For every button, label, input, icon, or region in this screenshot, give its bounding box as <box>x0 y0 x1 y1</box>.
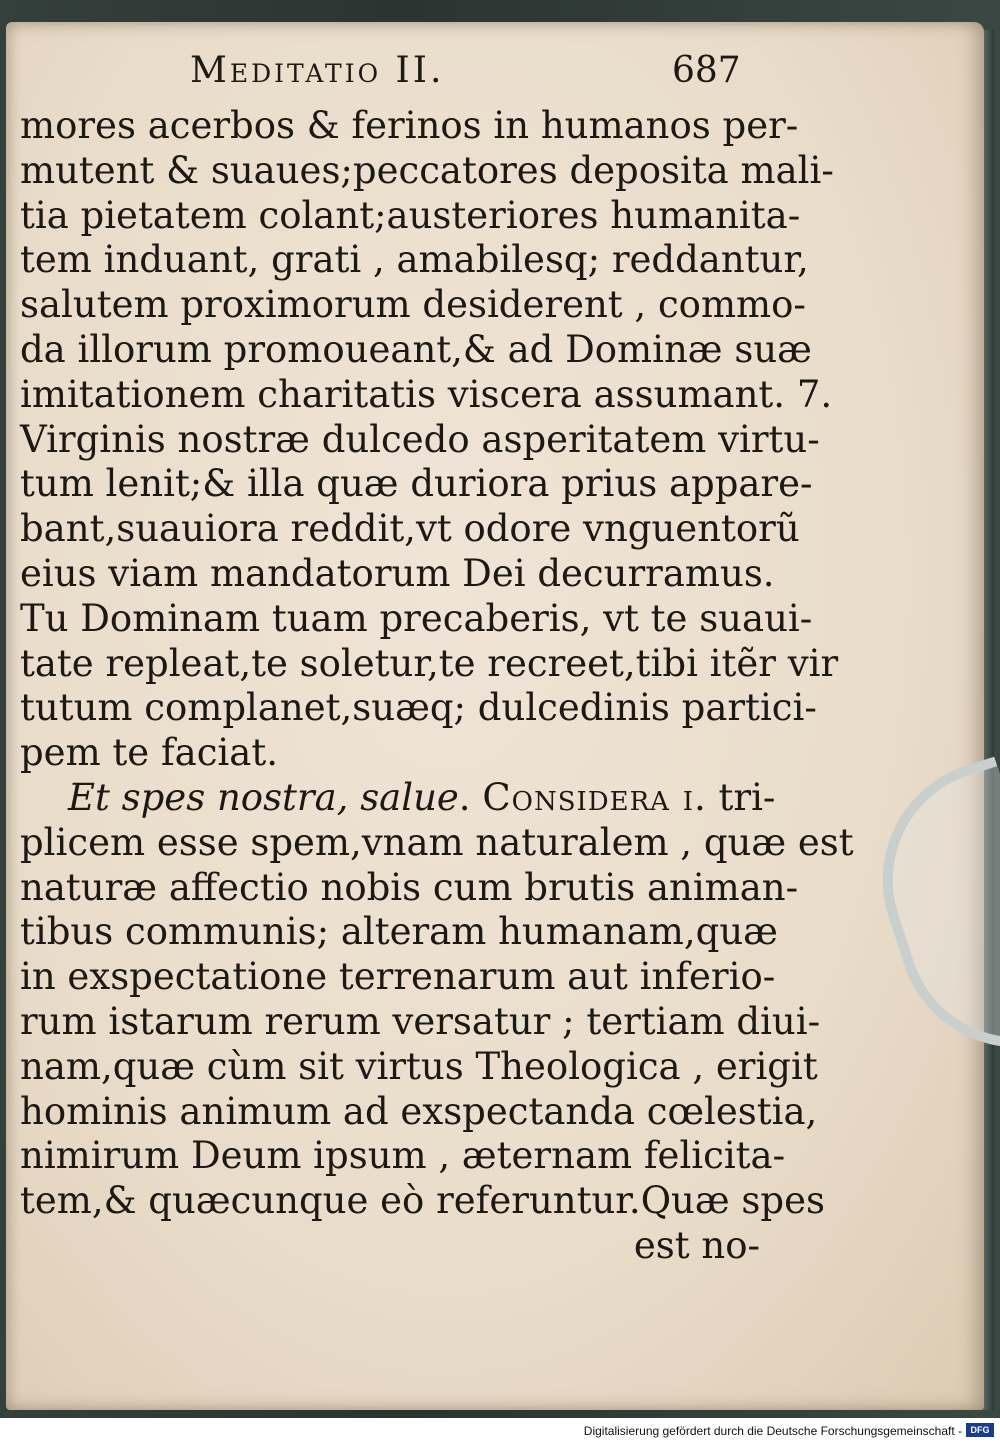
text-fragment: tri- <box>706 775 776 819</box>
catchword: est no- <box>633 1223 760 1267</box>
text-line: mutent & suaues;peccatores deposita mali- <box>20 148 834 192</box>
text-line: Virginis nostræ dulcedo asperitatem virtu- <box>20 417 820 461</box>
text-line: salutem proximorum desiderent , commo- <box>20 283 806 327</box>
text-line: da illorum promoueant,& ad Dominæ suæ <box>20 327 812 371</box>
text-line: plicem esse spem,vnam naturalem , quæ est <box>20 820 854 864</box>
footer-credit: Digitalisierung gefördert durch die Deutsche Forschungsgemeinschaft - <box>583 1424 962 1438</box>
text-line: pem te faciat. <box>20 731 278 775</box>
considera-marker: Considera i. <box>482 775 707 819</box>
page-header <box>0 0 1000 120</box>
running-head: Meditatio II. <box>190 50 445 91</box>
text-line: imitationem charitatis viscera assumant. 7. <box>20 372 833 416</box>
text-line: nam,quæ cùm sit virtus Theologica , erigit <box>20 1044 818 1088</box>
text-line: bant,suauiora reddit,vt odore vnguentorũ <box>20 507 800 551</box>
paragraph-2-first-line: Et spes nostra, salue. Considera i. tri- <box>68 775 776 819</box>
text-line: in exspectatione terrenarum aut inferio- <box>20 955 776 999</box>
text-line: tate repleat,te soletur,te recreet,tibi itẽr vir <box>20 641 839 685</box>
text-line: hominis animum ad exspectanda cœlestia, <box>20 1089 818 1133</box>
text-block <box>20 104 854 1269</box>
text-line: naturæ affectio nobis cum brutis animan- <box>20 865 799 909</box>
text-line: eius viam mandatorum Dei decurramus. <box>20 551 775 595</box>
dfg-logo-icon: DFG <box>966 1423 994 1437</box>
text-line: tia pietatem colant;austeriores humanita- <box>20 193 801 237</box>
salve-heading: Et spes nostra, salue <box>68 775 459 819</box>
text-line: rum istarum rerum versatur ; tertiam diui- <box>20 999 821 1043</box>
page-number: 687 <box>672 50 741 91</box>
text-line: tem,& quæcunque eò referuntur.Quæ spes <box>20 1179 825 1223</box>
text-line: mores acerbos & ferinos in humanos per- <box>20 104 799 147</box>
text-line: Tu Dominam tuam precaberis, vt te suaui- <box>20 596 813 640</box>
text-line: tutum complanet,suæq; dulcedinis partici- <box>20 686 817 730</box>
footer-bar <box>0 1418 1000 1444</box>
text-line: tibus communis; alteram humanam,quæ <box>20 910 778 954</box>
text-line: tem induant, grati , amabilesq; reddantur, <box>20 238 809 282</box>
text-line: nimirum Deum ipsum , æternam felicita- <box>20 1134 786 1178</box>
text-line: tum lenit;& illa quæ duriora prius appare- <box>20 462 813 506</box>
